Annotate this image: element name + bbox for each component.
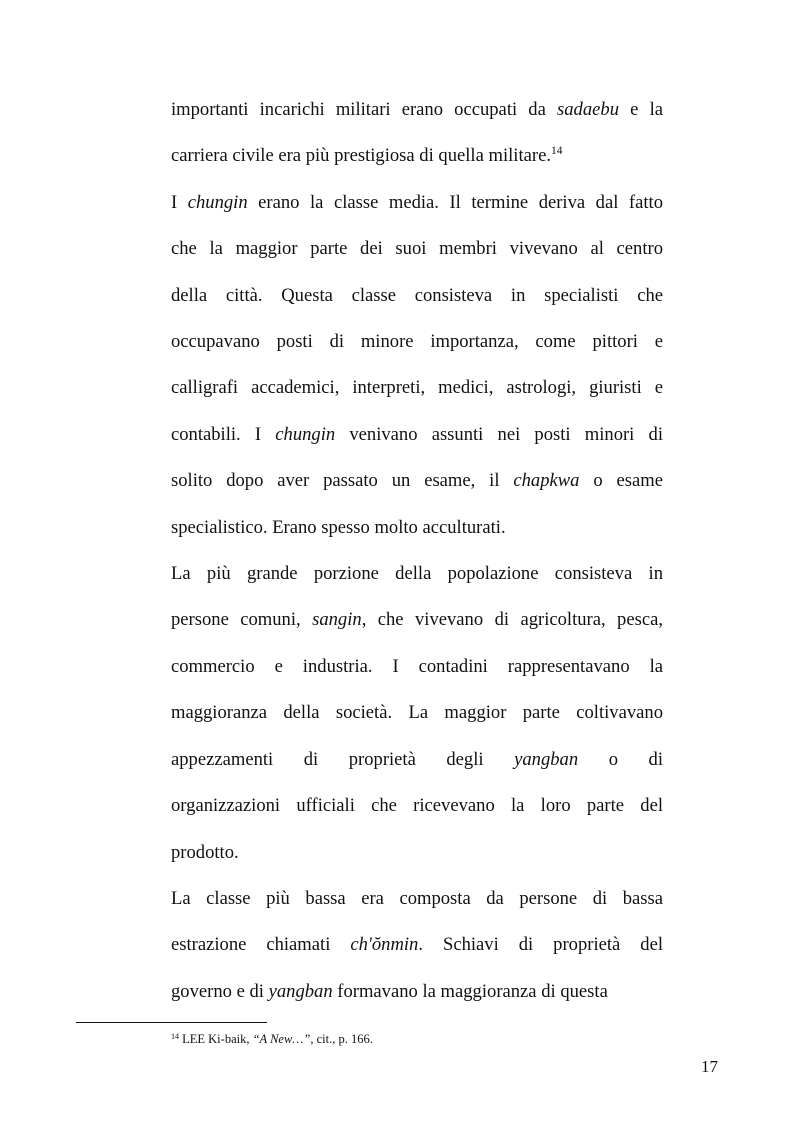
text-line (171, 597, 663, 643)
text-line (171, 87, 663, 133)
text-line (171, 690, 663, 736)
text-line (171, 226, 663, 272)
line-text: maggioranza della società. La maggior parte coltivavano (171, 702, 663, 724)
paragraph (171, 180, 663, 551)
italic-term: sadaebu (557, 99, 619, 120)
footnote-reference[interactable]: 14 (550, 145, 563, 158)
text-line (171, 273, 663, 319)
text-line (171, 505, 663, 551)
text-line (171, 365, 663, 411)
line-text-continued: o di (578, 748, 663, 770)
page-number: 17 (701, 1057, 718, 1076)
paragraph (171, 876, 663, 1015)
text-line (171, 922, 663, 968)
line-text-continued: , che vivevano di agricoltura, pesca, (361, 609, 663, 631)
line-text: importanti incarichi militari erano occupati da (171, 99, 558, 120)
line-text: organizzazioni ufficiali che ricevevano la loro parte del (171, 795, 663, 817)
text-line (171, 133, 663, 179)
text-line (171, 551, 663, 597)
footnote-14 (171, 1031, 373, 1047)
text-line (171, 830, 663, 876)
body-text (171, 87, 663, 1015)
line-text: solito dopo aver passato un esame, il (171, 470, 514, 492)
text-line (171, 969, 663, 1015)
line-text: persone comuni, (171, 609, 313, 631)
line-text: I (171, 191, 188, 213)
italic-term: yangban (514, 748, 579, 770)
line-text-continued: erano la classe media. Il termine deriva dal fatto (247, 191, 664, 213)
italic-term: chungin (187, 191, 248, 213)
line-text-continued: formavano la maggioranza di questa (332, 980, 608, 1002)
footnote-title: “A New…” (252, 1032, 311, 1046)
line-text: estrazione chiamati (171, 934, 351, 956)
text-line (171, 319, 663, 365)
line-text: carriera civile era più prestigiosa di quella militare. (171, 145, 551, 167)
line-text: specialistico. Erano spesso molto acculturati. (171, 516, 506, 538)
line-text: governo e di (171, 980, 269, 1002)
line-text: contabili. I (171, 423, 276, 445)
line-text: che la maggior parte dei suoi membri vivevano al centro (171, 238, 663, 260)
line-text: La più grande porzione della popolazione consisteva in (171, 563, 663, 585)
text-line (171, 180, 663, 226)
footnote-separator (76, 1022, 267, 1023)
text-line (171, 737, 663, 783)
italic-term: sangin (312, 609, 362, 631)
footnote-number: 14 (171, 1032, 179, 1041)
footnote-citation: , cit., p. 166. (310, 1032, 373, 1046)
text-line (171, 783, 663, 829)
footnote-author: LEE Ki-baik, (179, 1032, 253, 1046)
text-line (171, 412, 663, 458)
line-text: della città. Questa classe consisteva in specialisti che (171, 284, 663, 306)
line-text: appezzamenti di proprietà degli (171, 748, 515, 770)
line-text-continued: o esame (579, 470, 663, 492)
line-text: calligrafi accademici, interpreti, medici, astrologi, giuristi e (171, 377, 663, 399)
line-text-continued: . Schiavi di proprietà del (418, 934, 663, 956)
text-line (171, 876, 663, 922)
line-text-continued: venivano assunti nei posti minori di (335, 423, 663, 445)
line-text: La classe più bassa era composta da persone di bassa (171, 887, 663, 909)
text-line (171, 644, 663, 690)
italic-term: chapkwa (513, 470, 580, 492)
line-text: prodotto. (171, 841, 239, 863)
line-text-continued: e la (619, 99, 663, 120)
line-text: commercio e industria. I contadini rappresentavano la (171, 655, 663, 677)
line-text: occupavano posti di minore importanza, come pittori e (171, 331, 663, 353)
text-line (171, 458, 663, 504)
italic-term: chungin (275, 423, 336, 445)
italic-term: ch'ŏnmin (350, 934, 419, 956)
paragraph (171, 551, 663, 876)
italic-term: yangban (268, 980, 333, 1002)
paragraph (171, 87, 663, 180)
